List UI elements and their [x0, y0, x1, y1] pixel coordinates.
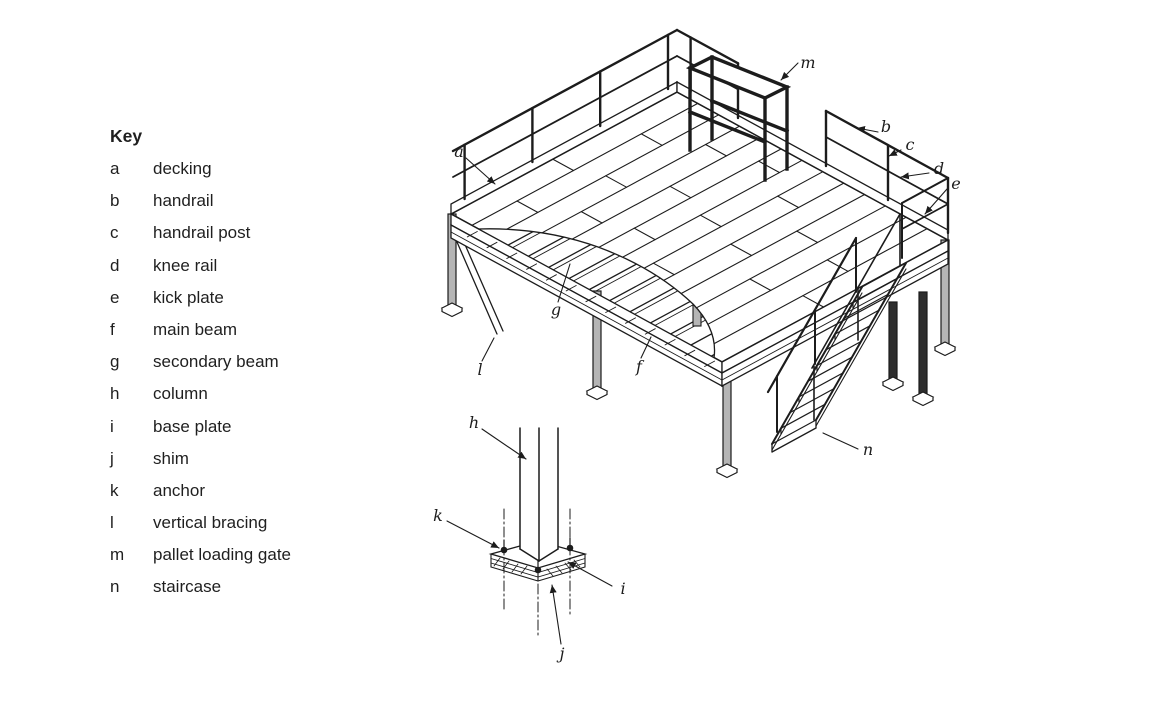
key-letter: j — [110, 448, 114, 468]
callout-n: n — [862, 440, 874, 459]
key-label: kick plate — [153, 287, 224, 307]
key-label: handrail — [153, 191, 214, 211]
key-letter: i — [110, 416, 114, 436]
callout-m: m — [800, 53, 816, 72]
key-letter: d — [110, 255, 120, 275]
column-stair-1 — [889, 302, 897, 380]
column-stair-2 — [919, 292, 927, 395]
key-letter: a — [110, 159, 120, 178]
key-letter: n — [110, 577, 120, 597]
key-letter: b — [110, 191, 120, 211]
callout-k: k — [433, 506, 443, 525]
key-letter: h — [110, 384, 120, 404]
key-label: vertical bracing — [153, 513, 268, 533]
key-label: base plate — [153, 416, 232, 436]
key-letter: c — [110, 223, 119, 243]
key-letter: g — [110, 352, 120, 372]
callout-c: c — [905, 135, 915, 154]
key-letter: k — [110, 480, 119, 500]
key-label: decking — [153, 159, 212, 178]
callout-l: l — [477, 360, 483, 379]
key-letter: m — [110, 545, 125, 565]
main-isometric-view — [442, 30, 955, 478]
key-label: secondary beam — [153, 352, 279, 372]
key-label: shim — [153, 448, 189, 468]
key-label: knee rail — [153, 255, 218, 275]
key-label: handrail post — [153, 223, 251, 243]
key-letter: f — [110, 319, 115, 339]
callout-h: h — [468, 413, 480, 432]
callout-j: j — [559, 644, 565, 663]
column-base-detail — [447, 428, 612, 644]
callout-d: d — [933, 159, 945, 178]
key-label: anchor — [153, 480, 205, 500]
callout-e: e — [951, 174, 961, 193]
callout-f: f — [636, 357, 642, 376]
stair-base — [772, 420, 816, 452]
key-title: Key — [110, 126, 143, 146]
key-label: column — [153, 384, 208, 404]
callout-a: a — [454, 142, 464, 161]
key-label: main beam — [153, 319, 238, 339]
key-letter: l — [110, 513, 114, 533]
key-label: pallet loading gate — [153, 545, 292, 565]
key-label: staircase — [153, 577, 222, 597]
key-letter: e — [110, 287, 120, 307]
callout-g: g — [550, 300, 562, 319]
callout-b: b — [880, 117, 892, 136]
callout-i: i — [620, 579, 626, 598]
